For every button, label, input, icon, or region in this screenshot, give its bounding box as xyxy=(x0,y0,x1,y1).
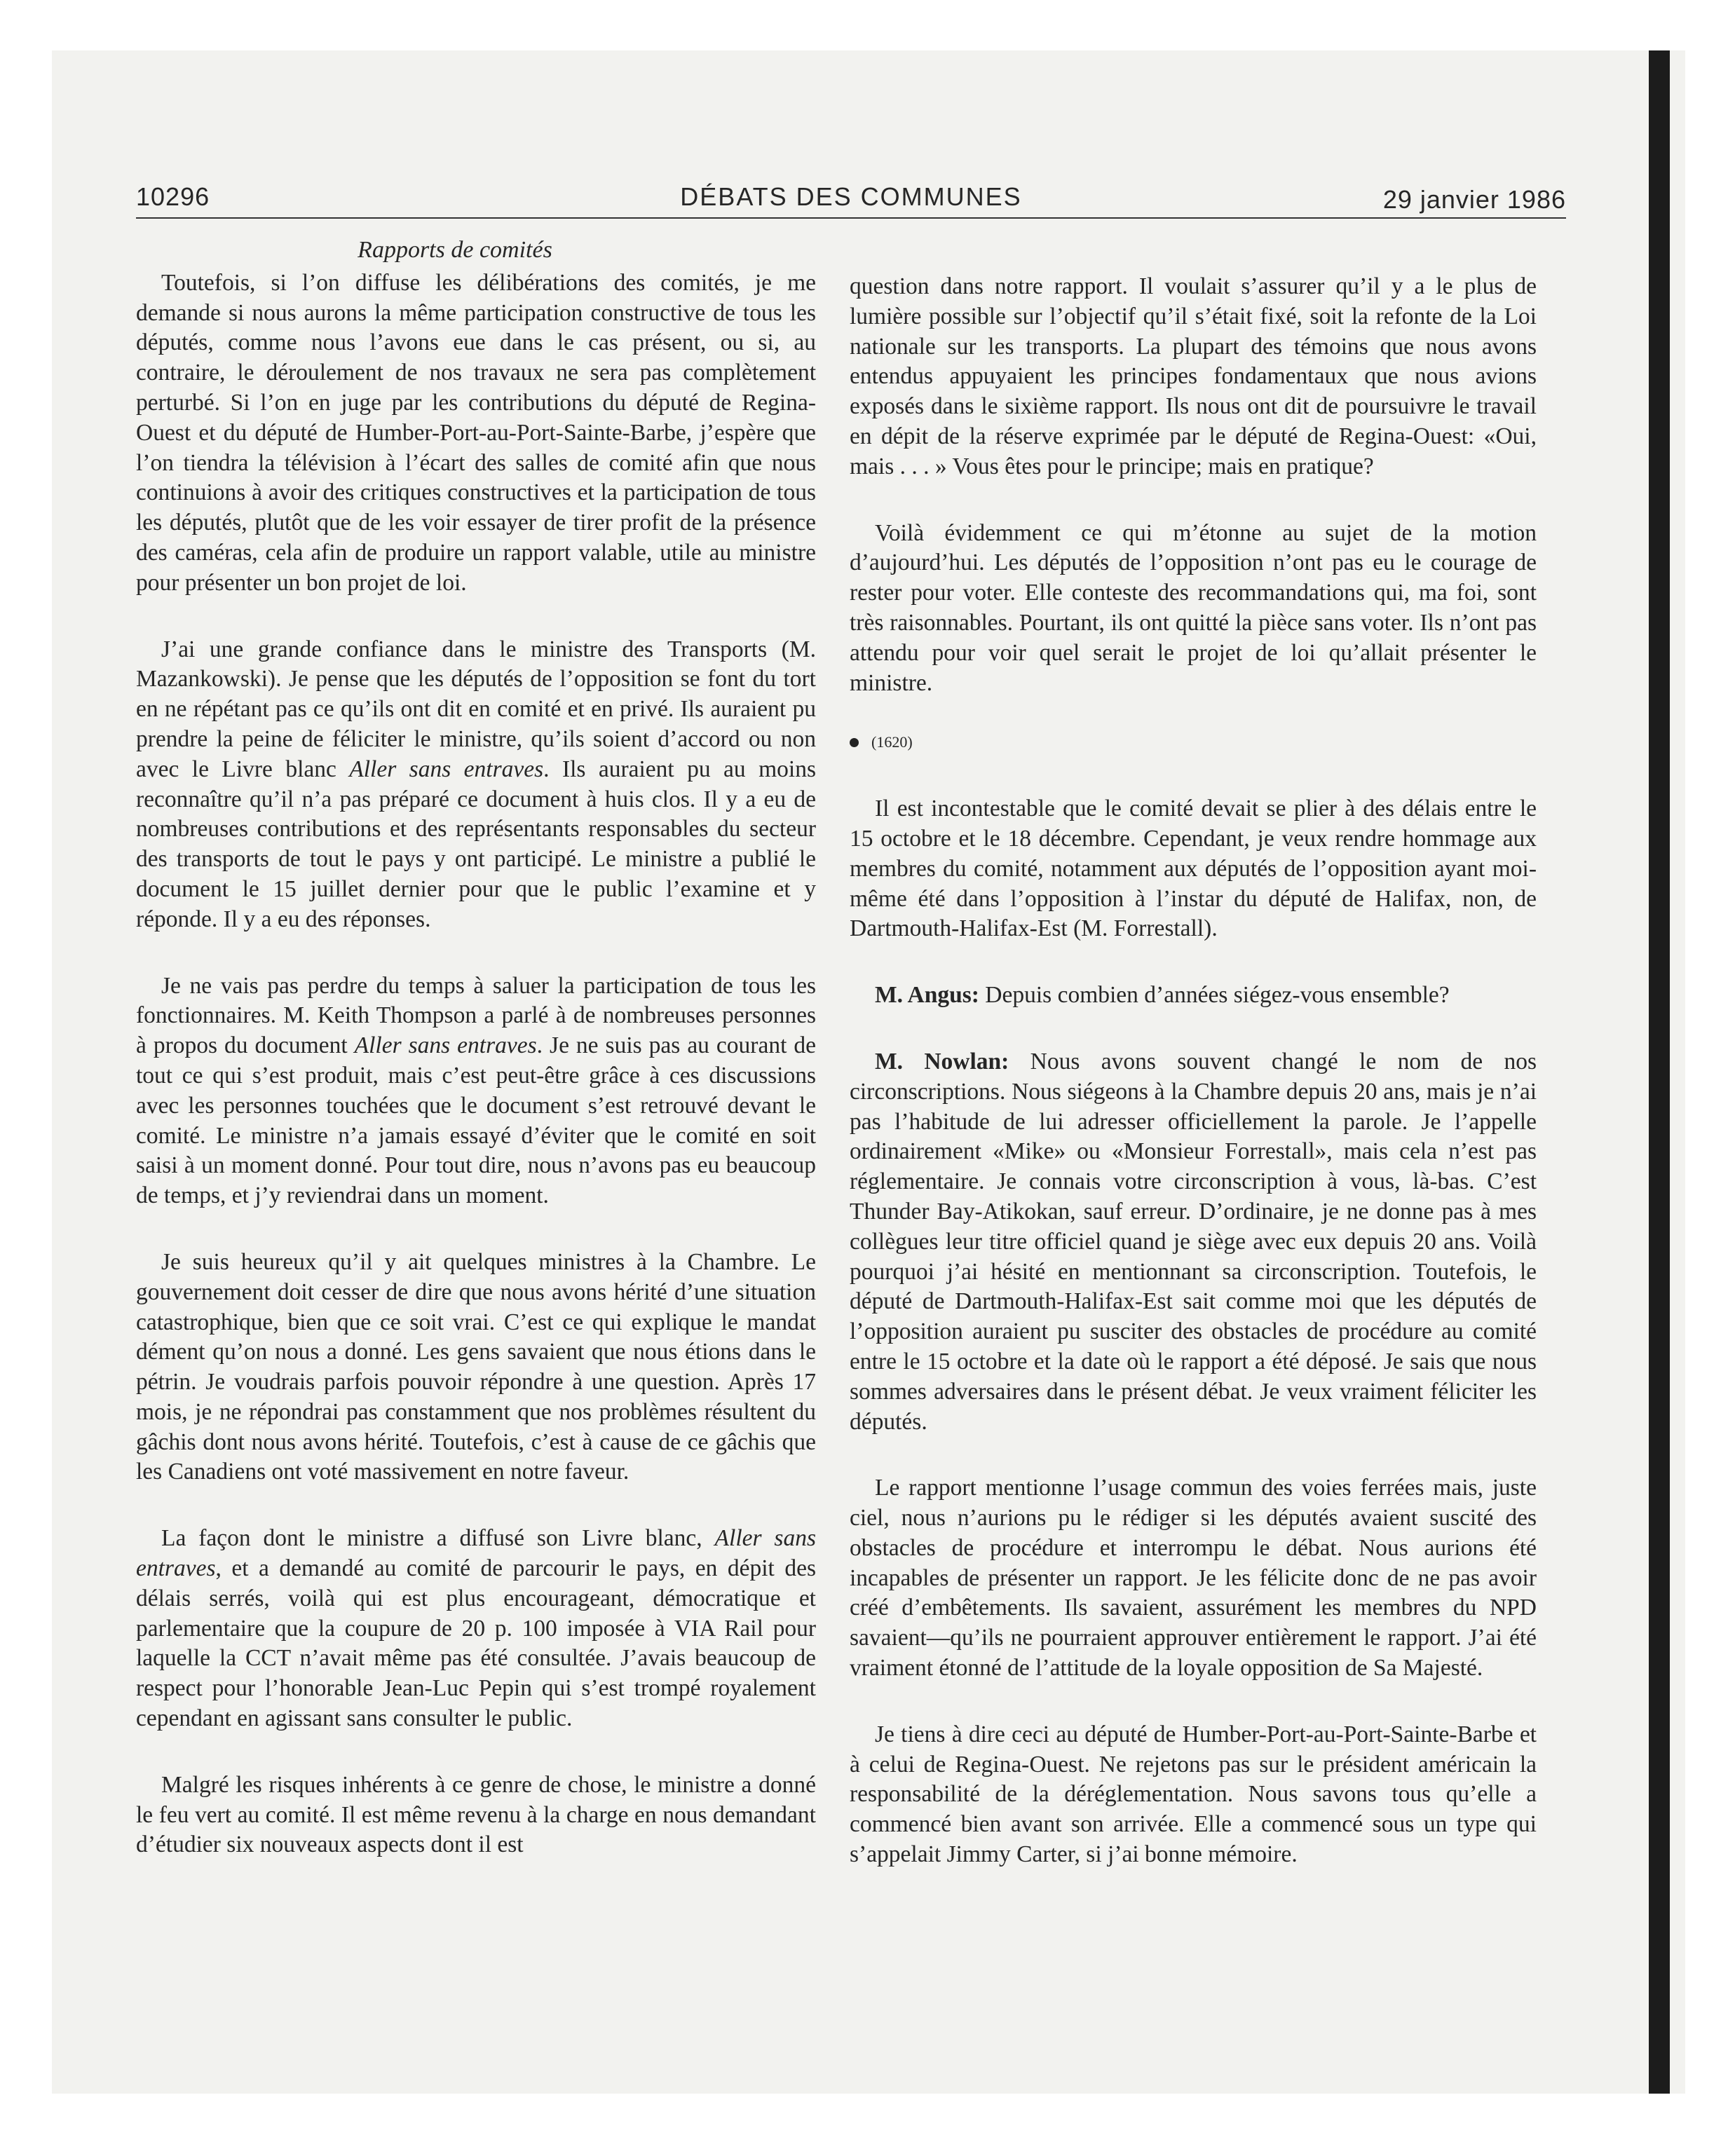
right-column xyxy=(850,272,1537,1870)
paragraph: Je suis heureux qu’il y ait quelques ministres à la Chambre. Le gouvernement doit cesser de dire que nous avons hérité d’une situation catastrophique, bien que ce soit vrai. C’est ce qui explique le mandat dément qu’on nous a donné. Les gens savaient que nous étions dans le pétrin. Je voudrais parfois pouvoir répondre à une question. Après 17 mois, je ne répondrai pas constamment que nos problèmes résultent du gâchis dont nous avons hérité. Toutefois, c’est à cause de ce gâchis que les Canadiens ont voté massivement en notre faveur. xyxy=(136,1248,816,1485)
left-column xyxy=(136,236,816,1860)
text-run: . Je ne suis pas au courant de tout ce qui s’est produit, mais c’est peut-être grâce à ces discussions avec les personnes touchées que le document s’est retrouvé devant le comité. Le ministre n’a jamais essayé d’éviter que le comité en soit saisi à un moment donné. Pour tout dire, nous n’avons pas eu beaucoup de temps, et j’y reviendrai dans un moment. xyxy=(136,1032,816,1209)
page-number: 10296 xyxy=(136,182,210,211)
paragraph: Malgré les risques inhérents à ce genre de chose, le ministre a donné le feu vert au comité. Il est même revenu à la charge en nous demandant d’étudier six nouveaux aspects dont il est xyxy=(136,1771,816,1858)
speaker-name: M. Nowlan: xyxy=(875,1048,1009,1074)
time-stamp: (1620) xyxy=(871,733,913,751)
speech-text: Nous avons souvent changé le nom de nos circonscriptions. Nous siégeons à la Chambre depuis 20 ans, mais je n’ai pas l’habitude de lui adresser officiellement la parole. Je l’appelle ordinairement «Mike» ou «Monsieur Forrestall», mais cela n’est pas réglementaire. Je connais votre circonscription à vous, là-bas. C’est Thunder Bay-Atikokan, sauf erreur. D’ordinaire, je ne donne pas à mes collègues leur titre officiel quand je siège avec eux depuis 20 ans. Voilà pourquoi j’ai hésité en mentionnant sa circonscription. Toutefois, le député de Dartmouth-Halifax-Est sait comme moi que les députés de l’opposition auraient pu susciter des obstacles de procédure au comité entre le 15 octobre et la date où le rapport a été déposé. Je sais que nous sommes adversaires dans le présent débat. Je veux vraiment féliciter les députés. xyxy=(850,1048,1537,1435)
text-run: Je ne vais pas perdre du temps à saluer la participation de tous les fonctionnaires. M. Keith Thompson a parlé à de nombreuses personnes à propos du document xyxy=(136,972,816,1059)
page-date: 29 janvier 1986 xyxy=(1382,185,1566,214)
italic-title: Aller sans entraves xyxy=(136,1525,817,1582)
text-run: . Ils auraient pu au moins reconnaître qu’il n’a pas préparé ce document à huis clos. Il y a eu de nombreuses contributions et des représentants responsables du secteur des transports de tout le pays y ont participé. Le ministre a publié le document le 15 juillet dernier pour que le public l’examine et y réponde. Il y a eu des réponses. xyxy=(136,756,816,932)
paragraph xyxy=(136,971,816,1211)
speech-paragraph xyxy=(850,981,1537,1011)
time-marker xyxy=(850,728,1537,758)
publication-title: DÉBATS DES COMMUNES xyxy=(680,182,1022,211)
paragraph: Le rapport mentionne l’usage commun des voies ferrées mais, juste ciel, nous n’aurions pu le rédiger si les députés avaient suscité des obstacles de procédure et interrompu le débat. Nous aurions été incapables de présenter un rapport. Je les félicite donc de ne pas avoir créé d’embêtements. Ils savaient, assurément les membres du NPD savaient—qu’ils ne pourraient approuver entièrement le rapport. J’ai été vraiment étonné de l’attitude de la loyale opposition de Sa Majesté. xyxy=(850,1475,1537,1681)
page-header xyxy=(136,181,1566,219)
paragraph: Je tiens à dire ceci au député de Humber-Port-au-Port-Sainte-Barbe et à celui de Regina-Ouest. Ne rejetons pas sur le président américain la responsabilité de la déréglementation. Nous savons tous qu’elle a commencé bien avant son arrivée. Elle a commencé sous un type qui s’appelait Jimmy Carter, si j’ai bonne mémoire. xyxy=(850,1721,1537,1868)
text-run: La façon dont le ministre a diffusé son Livre blanc, xyxy=(161,1525,715,1552)
bullet-dot-icon xyxy=(850,738,859,747)
speech-paragraph xyxy=(850,1047,1537,1437)
text-run: , et a demandé au comité de parcourir le pays, en dépit des délais serrés, voilà qui est plus encourageant, démocratique et parlementaire que la coupure de 20 p. 100 imposée à VIA Rail pour laquelle la CCT n’avait même pas été consultée. J’avais beaucoup de respect pour l’honorable Jean-Luc Pepin qui s’est trompé royalement cependant en agissant sans consulter le public. xyxy=(136,1555,816,1732)
italic-title: Aller sans entraves xyxy=(354,1032,537,1059)
paragraph: Il est incontestable que le comité devait se plier à des délais entre le 15 octobre et le 18 décembre. Cependant, je veux rendre hommage aux membres du comité, notamment aux députés de l’opposition ayant moi-même été dans l’opposition à l’instar du député de Halifax, non, de Dartmouth-Halifax-Est (M. Forrestall). xyxy=(850,796,1537,942)
italic-title: Aller sans entraves xyxy=(349,756,544,782)
text-run: J’ai une grande confiance dans le ministre des Transports (M. Mazankowski). Je pense que les députés de l’opposition se font du tort en ne répétant pas ce qu’ils ont dit en comité et en privé. Ils auraient pu prendre la peine de féliciter le ministre, qu’ils soient d’accord ou non avec le Livre blanc xyxy=(136,636,816,782)
paragraph xyxy=(136,1524,816,1734)
section-heading: Rapports de comités xyxy=(358,237,552,263)
paragraph xyxy=(136,635,816,935)
paragraph: question dans notre rapport. Il voulait s’assurer qu’il y a le plus de lumière possible sur l’objectif qu’il s’était fixé, soit la refonte de la Loi nationale sur les transports. La plupart des témoins que nous avons entendus appuyaient les principes fondamentaux que nous avions exposés dans le sixième rapport. Ils nous ont dit de poursuivre le travail en dépit de la réserve exprimée par le député de Regina-Ouest: «Oui, mais . . . » Vous êtes pour le principe; mais en pratique? xyxy=(850,273,1537,479)
paragraph: Voilà évidemment ce qui m’étonne au sujet de la motion d’aujourd’hui. Les députés de l’opposition n’ont pas eu le courage de rester pour voter. Elle conteste des recommandations qui, ma foi, sont très raisonnables. Pourtant, ils ont quitté la pièce sans voter. Ils n’ont pas attendu pour voir quel serait le projet de loi qu’allait présenter le ministre. xyxy=(850,519,1537,696)
paragraph: Toutefois, si l’on diffuse les délibérations des comités, je me demande si nous aurons la même participation constructive de tous les députés, comme nous l’avons eue dans le cas présent, ou si, au contraire, le déroulement de nos travaux ne sera pas complètement perturbé. Si l’on en juge par les contributions du député de Regina-Ouest et du député de Humber-Port-au-Port-Sainte-Barbe, j’espère que l’on tiendra la télévision à l’écart des salles de comité afin que nous continuions à avoir des critiques constructives et la participation de tous les députés, plutôt que de les voir essayer de tirer profit de la présence des caméras, cela afin de produire un rapport valable, utile au ministre pour présenter un bon projet de loi. xyxy=(136,269,816,596)
speaker-name: M. Angus: xyxy=(875,982,979,1009)
speech-text: Depuis combien d’années siégez-vous ensemble? xyxy=(979,982,1450,1009)
scan-border-edge xyxy=(1649,50,1670,2094)
